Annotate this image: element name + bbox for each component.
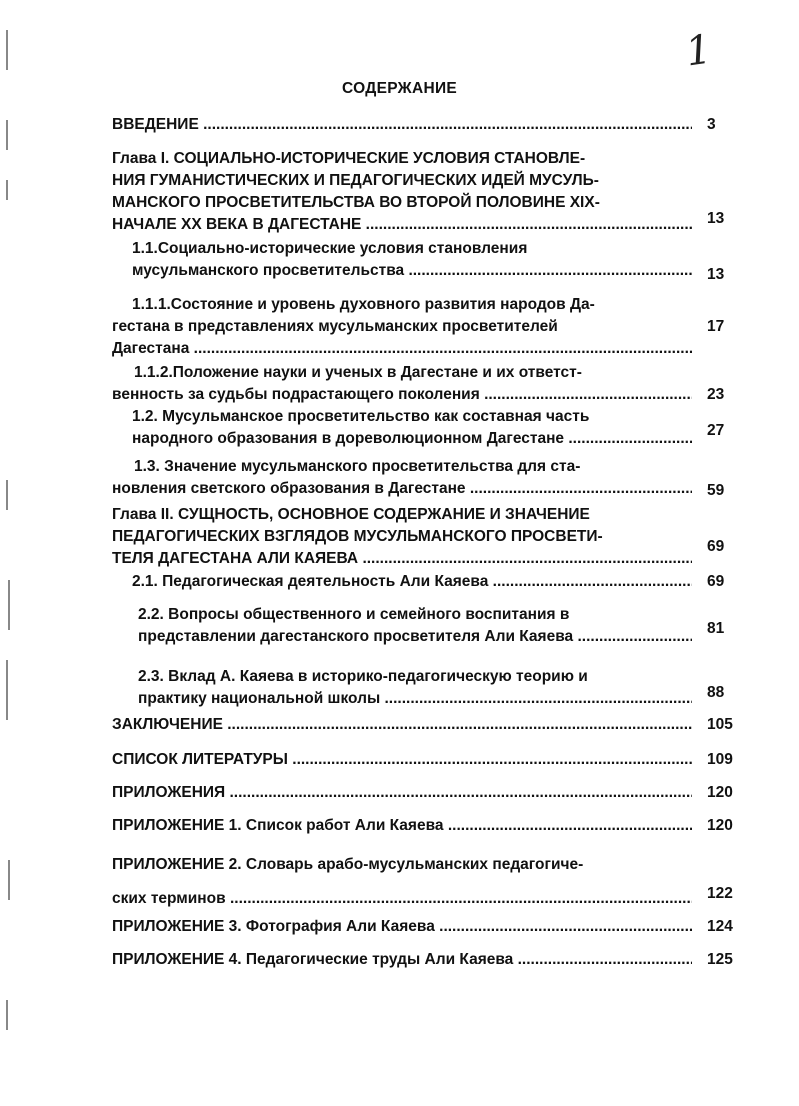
toc-page-number: 120 xyxy=(707,817,733,834)
toc-entry-appendix-2 xyxy=(112,848,692,916)
toc-entry-chapter-2 xyxy=(112,504,692,570)
toc-line: МАНСКОГО ПРОСВЕТИТЕЛЬСТВА ВО ВТОРОЙ ПОЛОВИНЕ XIX- xyxy=(112,194,600,211)
toc-page-number: 81 xyxy=(707,620,725,637)
toc-page-number: 69 xyxy=(707,538,725,555)
toc-entry-1-1 xyxy=(132,238,692,282)
toc-line: НАЧАЛЕ XX ВЕКА В ДАГЕСТАНЕ ..... xyxy=(112,214,692,236)
toc-entry-2-2 xyxy=(138,604,692,648)
toc-line: 2.1. Педагогическая деятельность Али Каяева ..... xyxy=(132,571,692,593)
toc-page-number: 88 xyxy=(707,684,725,701)
toc-page-number: 122 xyxy=(707,885,733,902)
toc-line: Глава I. СОЦИАЛЬНО-ИСТОРИЧЕСКИЕ УСЛОВИЯ СТАНОВЛЕ- xyxy=(112,150,586,167)
toc-line: 1.1.Социально-исторические условия становления xyxy=(132,240,528,257)
toc-entry-appendices xyxy=(112,782,692,804)
toc-line: мусульманского просветительства ..... xyxy=(132,260,692,282)
toc-line: ПРИЛОЖЕНИЯ ..... xyxy=(112,782,692,804)
toc-entry-appendix-1 xyxy=(112,815,692,837)
toc-line: ВВЕДЕНИЕ ..... xyxy=(112,114,692,136)
toc-entry-conclusion xyxy=(112,714,692,736)
toc-entry-1-1-1 xyxy=(112,294,692,360)
toc-line: Дагестана ..... xyxy=(112,338,692,360)
toc-line: ТЕЛЯ ДАГЕСТАНА АЛИ КАЯЕВА ..... xyxy=(112,548,692,570)
toc-line: ПЕДАГОГИЧЕСКИХ ВЗГЛЯДОВ МУСУЛЬМАНСКОГО ПРОСВЕТИ- xyxy=(112,528,603,545)
toc-line: ЗАКЛЮЧЕНИЕ ..... xyxy=(112,714,692,736)
toc-line: ПРИЛОЖЕНИЕ 1. Список работ Али Каяева ..... xyxy=(112,815,692,837)
toc-entry-1-3 xyxy=(112,456,692,500)
toc-entry-appendix-3 xyxy=(112,916,692,938)
toc-page-number: 17 xyxy=(707,318,725,335)
toc-line: ПРИЛОЖЕНИЕ 2. Словарь арабо-мусульманских педагогиче- xyxy=(112,856,584,873)
toc-page-number: 69 xyxy=(707,573,725,590)
toc-page-number: 13 xyxy=(707,210,725,227)
toc-line: СПИСОК ЛИТЕРАТУРЫ ..... xyxy=(112,749,692,771)
toc-entry-1-1-2 xyxy=(112,362,692,406)
toc-entry-1-2 xyxy=(132,406,692,450)
toc-entry-appendix-4 xyxy=(112,949,692,971)
toc-line: представлении дагестанского просветителя Али Каяева ..... xyxy=(138,626,692,648)
toc-entry-2-1 xyxy=(132,571,692,593)
toc-line: новления светского образования в Дагестане ..... xyxy=(112,478,692,500)
toc-page-number: 23 xyxy=(707,386,725,403)
toc-page-number: 27 xyxy=(707,422,725,439)
toc-line: Глава II. СУЩНОСТЬ, ОСНОВНОЕ СОДЕРЖАНИЕ И ЗНАЧЕНИЕ xyxy=(112,506,590,523)
toc-line: 1.2. Мусульманское просветительство как составная часть xyxy=(132,408,590,425)
toc-entry-chapter-1 xyxy=(112,148,692,236)
toc-page-number: 105 xyxy=(707,716,733,733)
toc-entry-introduction xyxy=(112,114,692,136)
toc-line: практику национальной школы ..... xyxy=(138,688,692,710)
toc-page-number: 124 xyxy=(707,918,733,935)
toc-entry-bibliography xyxy=(112,749,692,771)
toc-page-number: 109 xyxy=(707,751,733,768)
toc-line: НИЯ ГУМАНИСТИЧЕСКИХ И ПЕДАГОГИЧЕСКИХ ИДЕЙ МУСУЛЬ- xyxy=(112,172,599,189)
toc-line: 1.1.2.Положение науки и ученых в Дагестане и их ответст- xyxy=(134,364,582,381)
toc-line: 1.3. Значение мусульманского просветительства для ста- xyxy=(134,458,581,475)
toc-line: ПРИЛОЖЕНИЕ 4. Педагогические труды Али Каяева ..... xyxy=(112,949,692,971)
toc-line: гестана в представлениях мусульманских просветителей xyxy=(112,318,558,335)
toc-page-number: 3 xyxy=(707,116,716,133)
toc-line: 2.3. Вклад А. Каяева в историко-педагогическую теорию и xyxy=(138,668,588,685)
toc-entry-2-3 xyxy=(138,666,692,710)
toc-line: народного образования в дореволюционном Дагестане ..... xyxy=(132,428,692,450)
toc-title: СОДЕРЖАНИЕ xyxy=(341,80,458,97)
toc-line: ских терминов ..... xyxy=(112,882,692,916)
toc-page-number: 13 xyxy=(707,266,725,283)
toc-page-number: 59 xyxy=(707,482,725,499)
toc-line: ПРИЛОЖЕНИЕ 3. Фотография Али Каяева ..... xyxy=(112,916,692,938)
page-marker: 1 xyxy=(682,26,715,76)
toc-line: 1.1.1.Состояние и уровень духовного развития народов Да- xyxy=(132,296,595,313)
toc-line: 2.2. Вопросы общественного и семейного воспитания в xyxy=(138,606,570,623)
toc-page-number: 125 xyxy=(707,951,733,968)
toc-line: венность за судьбы подрастающего поколения ..... xyxy=(112,384,692,406)
toc-page-number: 120 xyxy=(707,784,733,801)
